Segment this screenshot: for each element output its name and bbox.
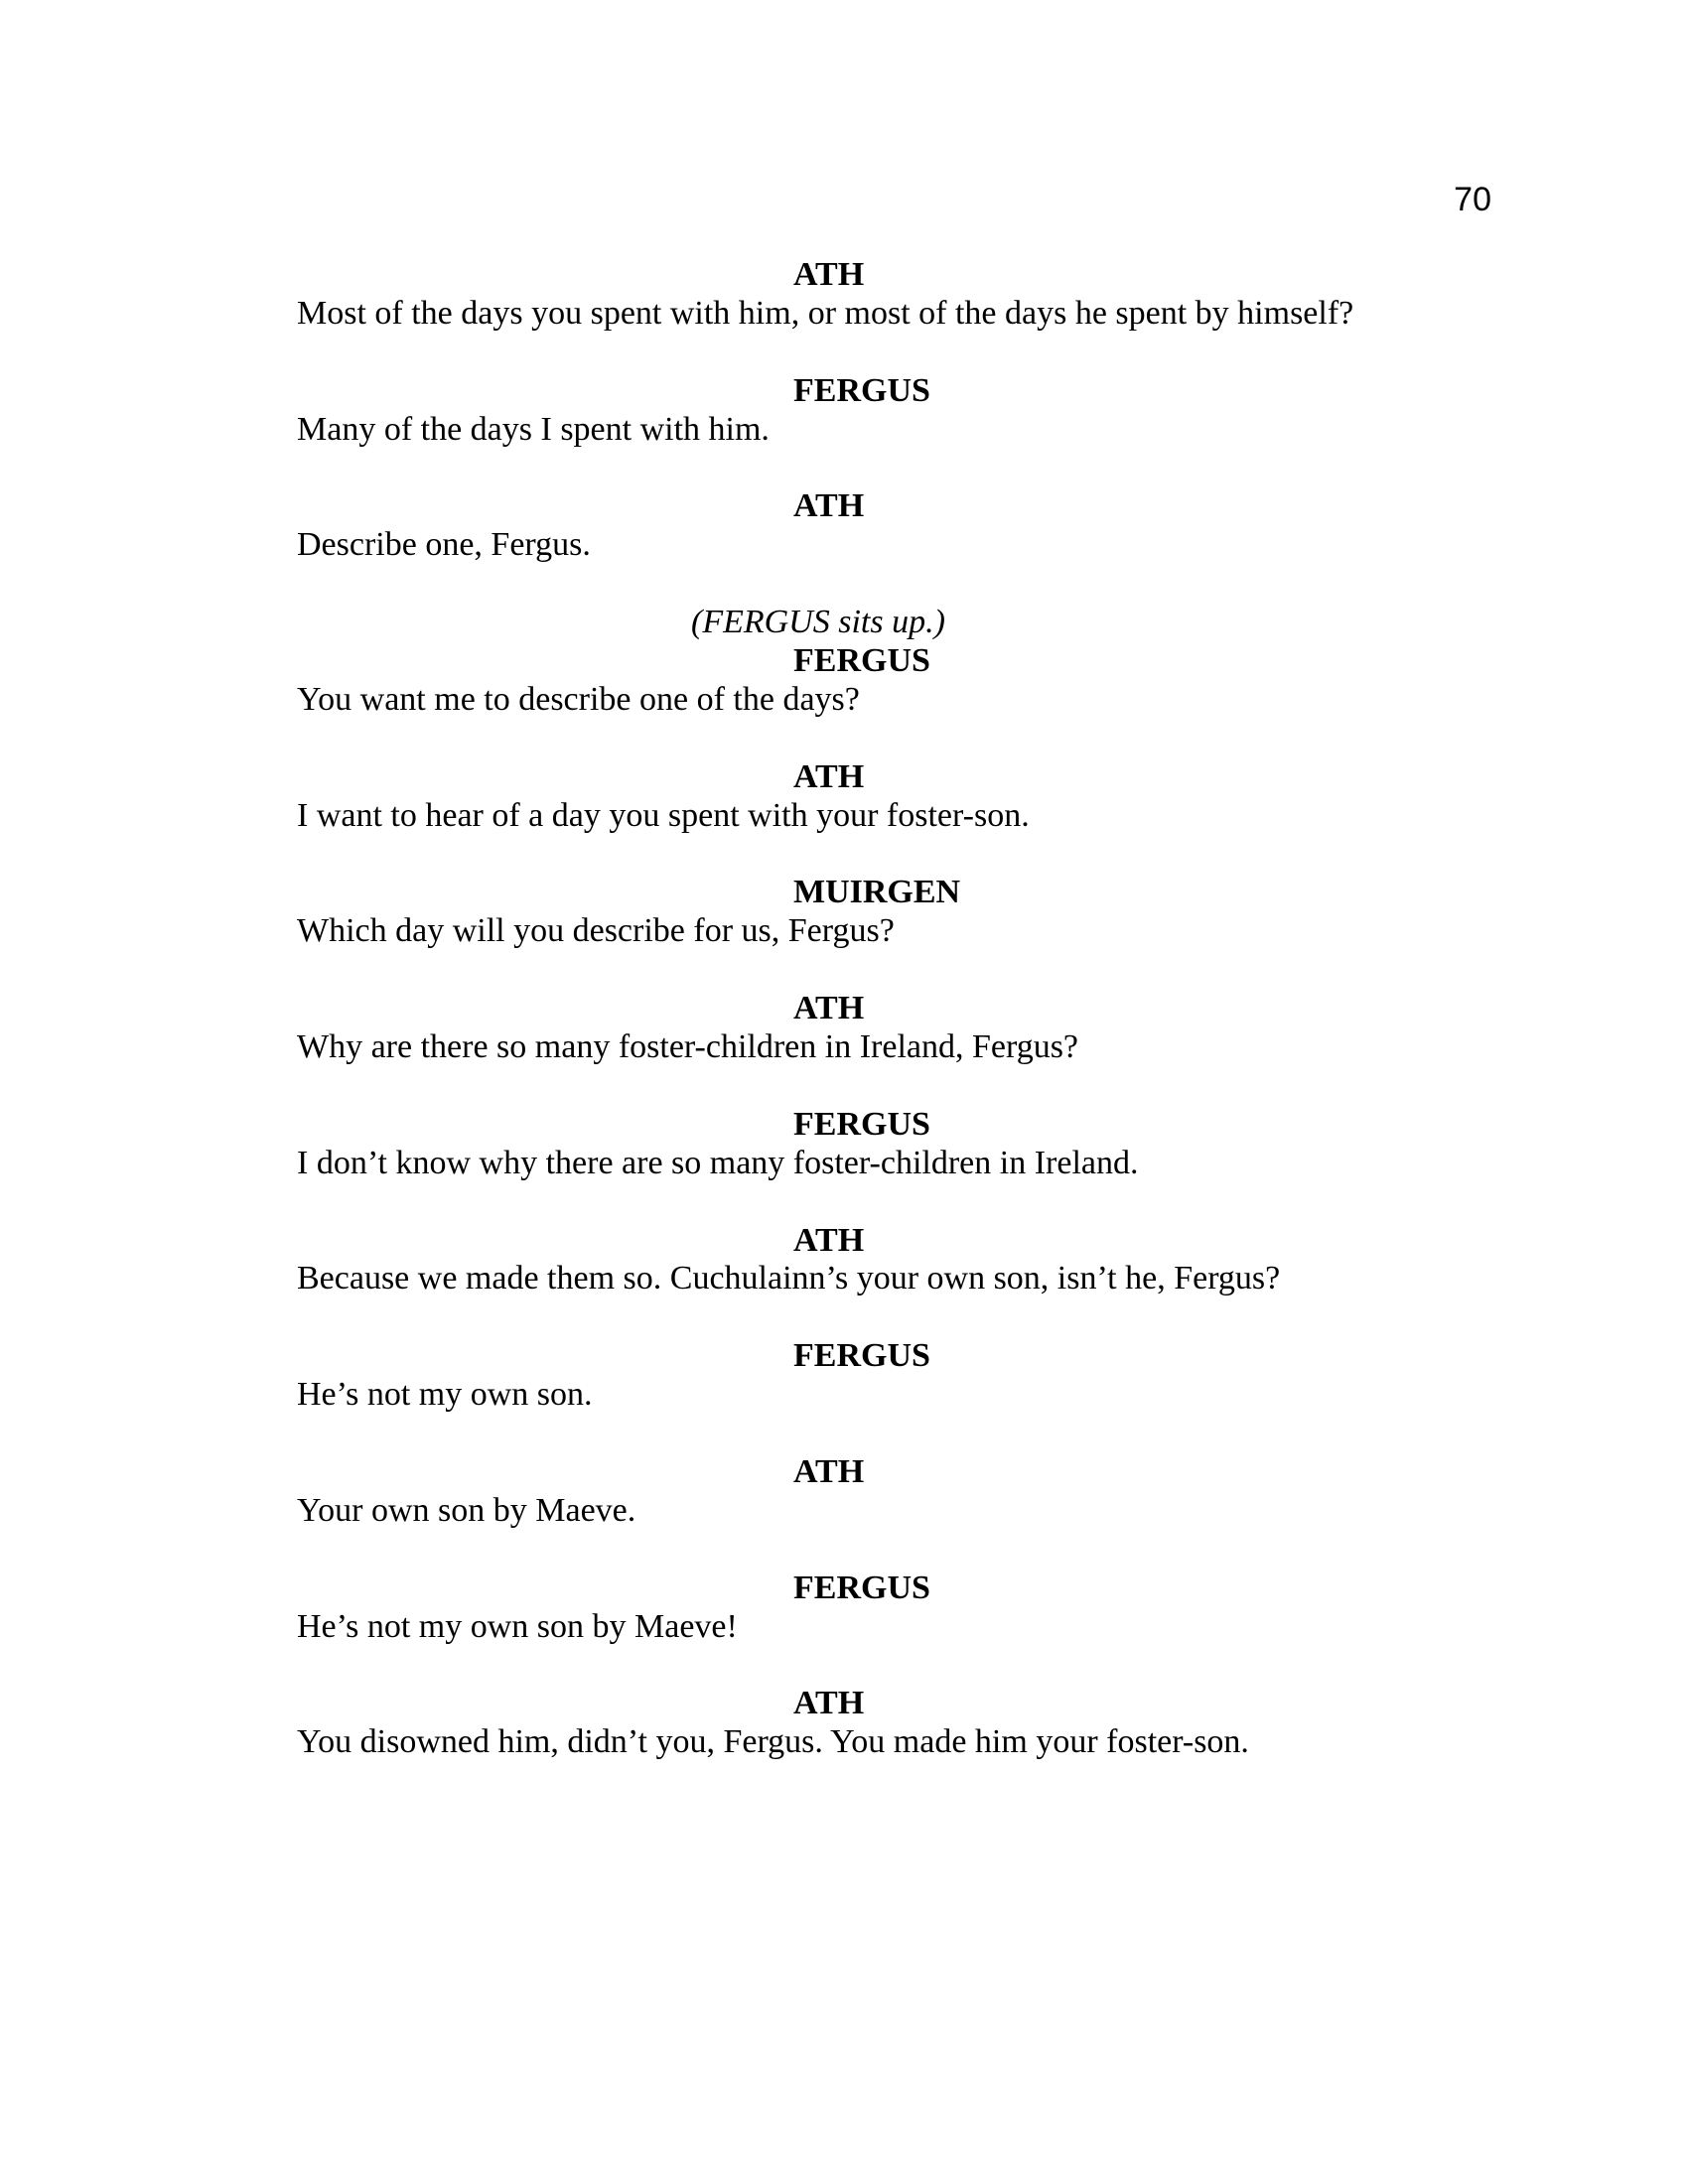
character-name: FERGUS: [793, 1337, 930, 1375]
dialogue-line: He’s not my own son by Maeve!: [297, 1607, 738, 1645]
dialogue-line: He’s not my own son.: [297, 1376, 593, 1414]
dialogue-line: Many of the days I spent with him.: [297, 410, 770, 448]
dialogue-line: Describe one, Fergus.: [297, 526, 591, 564]
dialogue-line: I don’t know why there are so many foster-children in Ireland.: [297, 1144, 1139, 1181]
dialogue-line: Your own son by Maeve.: [297, 1491, 636, 1529]
character-name: MUIRGEN: [793, 874, 961, 911]
character-name: ATH: [793, 487, 865, 525]
page-number: 70: [1454, 181, 1491, 218]
character-name: FERGUS: [793, 1569, 930, 1606]
dialogue-line: You want me to describe one of the days?: [297, 680, 860, 718]
character-name: ATH: [793, 1685, 865, 1722]
character-name: ATH: [793, 990, 865, 1027]
dialogue-line: Which day will you describe for us, Fergus?: [297, 912, 895, 950]
character-name: FERGUS: [793, 1105, 930, 1143]
character-name: ATH: [793, 1221, 865, 1259]
character-name: ATH: [793, 757, 865, 795]
dialogue-line: You disowned him, didn’t you, Fergus. You made him your foster-son.: [297, 1723, 1249, 1761]
character-name: FERGUS: [793, 642, 930, 680]
stage-direction: (FERGUS sits up.): [691, 604, 945, 641]
dialogue-line: Most of the days you spent with him, or most of the days he spent by himself?: [297, 294, 1354, 332]
dialogue-line: Because we made them so. Cuchulainn’s your own son, isn’t he, Fergus?: [297, 1260, 1281, 1297]
character-name: ATH: [793, 256, 865, 293]
character-name: FERGUS: [793, 371, 930, 409]
character-name: ATH: [793, 1452, 865, 1490]
dialogue-line: Why are there so many foster-children in Ireland, Fergus?: [297, 1028, 1079, 1066]
dialogue-line: I want to hear of a day you spent with your foster-son.: [297, 796, 1030, 834]
script-body: [297, 256, 1528, 1762]
